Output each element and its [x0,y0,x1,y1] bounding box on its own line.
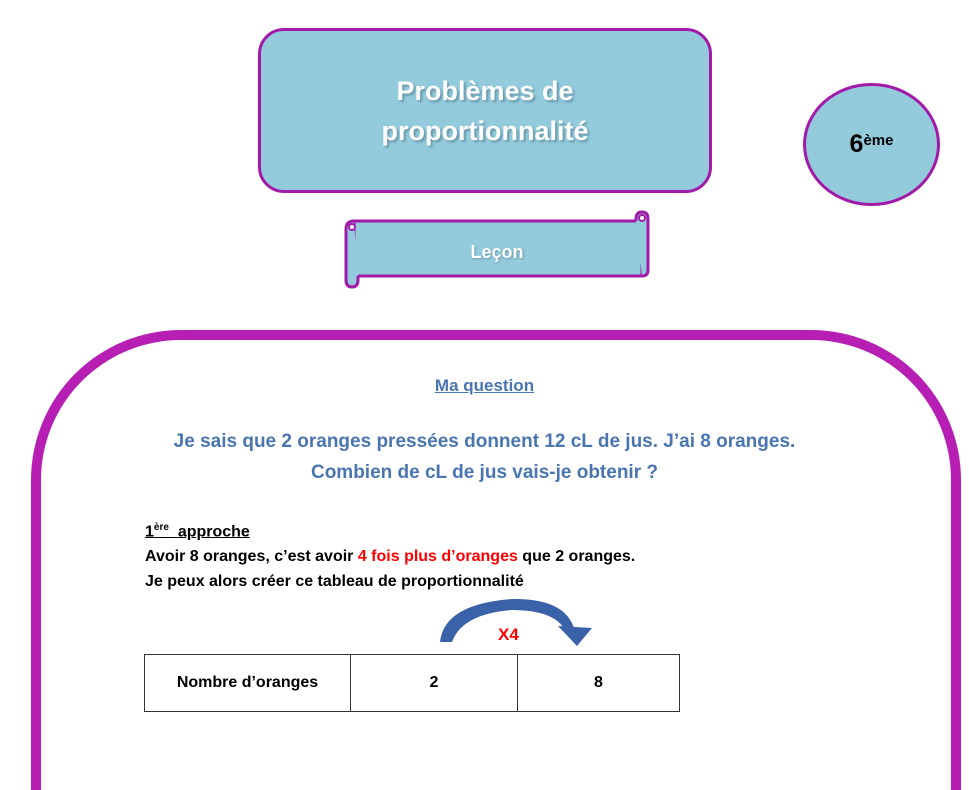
approach-line-1-before: Avoir 8 oranges, c’est avoir [145,548,358,566]
table-cell: 8 [518,655,680,712]
level-suffix: ème [863,132,894,149]
title-box [258,28,712,193]
banner-label: Leçon [470,242,524,262]
question-title: Ma question [434,376,535,395]
table-cell: Nombre d’oranges [145,655,351,712]
question-text [0,426,969,488]
approach-number-suffix: ère [153,522,169,533]
approach-line-1-after: que 2 oranges. [517,548,636,566]
question-line-2: Combien de cL de jus vais-je obtenir ? [310,462,658,483]
proportionality-table [144,654,680,712]
question-line-1: Je sais que 2 oranges pressées donnent 12 cL de jus. J’ai 8 oranges. [173,431,796,452]
lesson-banner [344,210,650,290]
multiplier-label: X4 [498,625,519,644]
level-number: 6 [849,130,864,158]
approach-line-1-highlight: 4 fois plus d’oranges [357,548,518,566]
table-cell: 2 [351,655,518,712]
approach-heading [145,515,635,544]
approach-heading-word: approche [177,523,250,541]
table-row [145,655,680,712]
approach-number: 1 [145,523,154,541]
title-line-1: Problèmes de [396,75,574,106]
level-badge [803,83,940,206]
approach-section [145,515,635,594]
title-line-2: proportionnalité [381,115,589,146]
approach-line-1 [145,544,635,569]
approach-line-2: Je peux alors créer ce tableau de proportionnalité [145,573,524,591]
